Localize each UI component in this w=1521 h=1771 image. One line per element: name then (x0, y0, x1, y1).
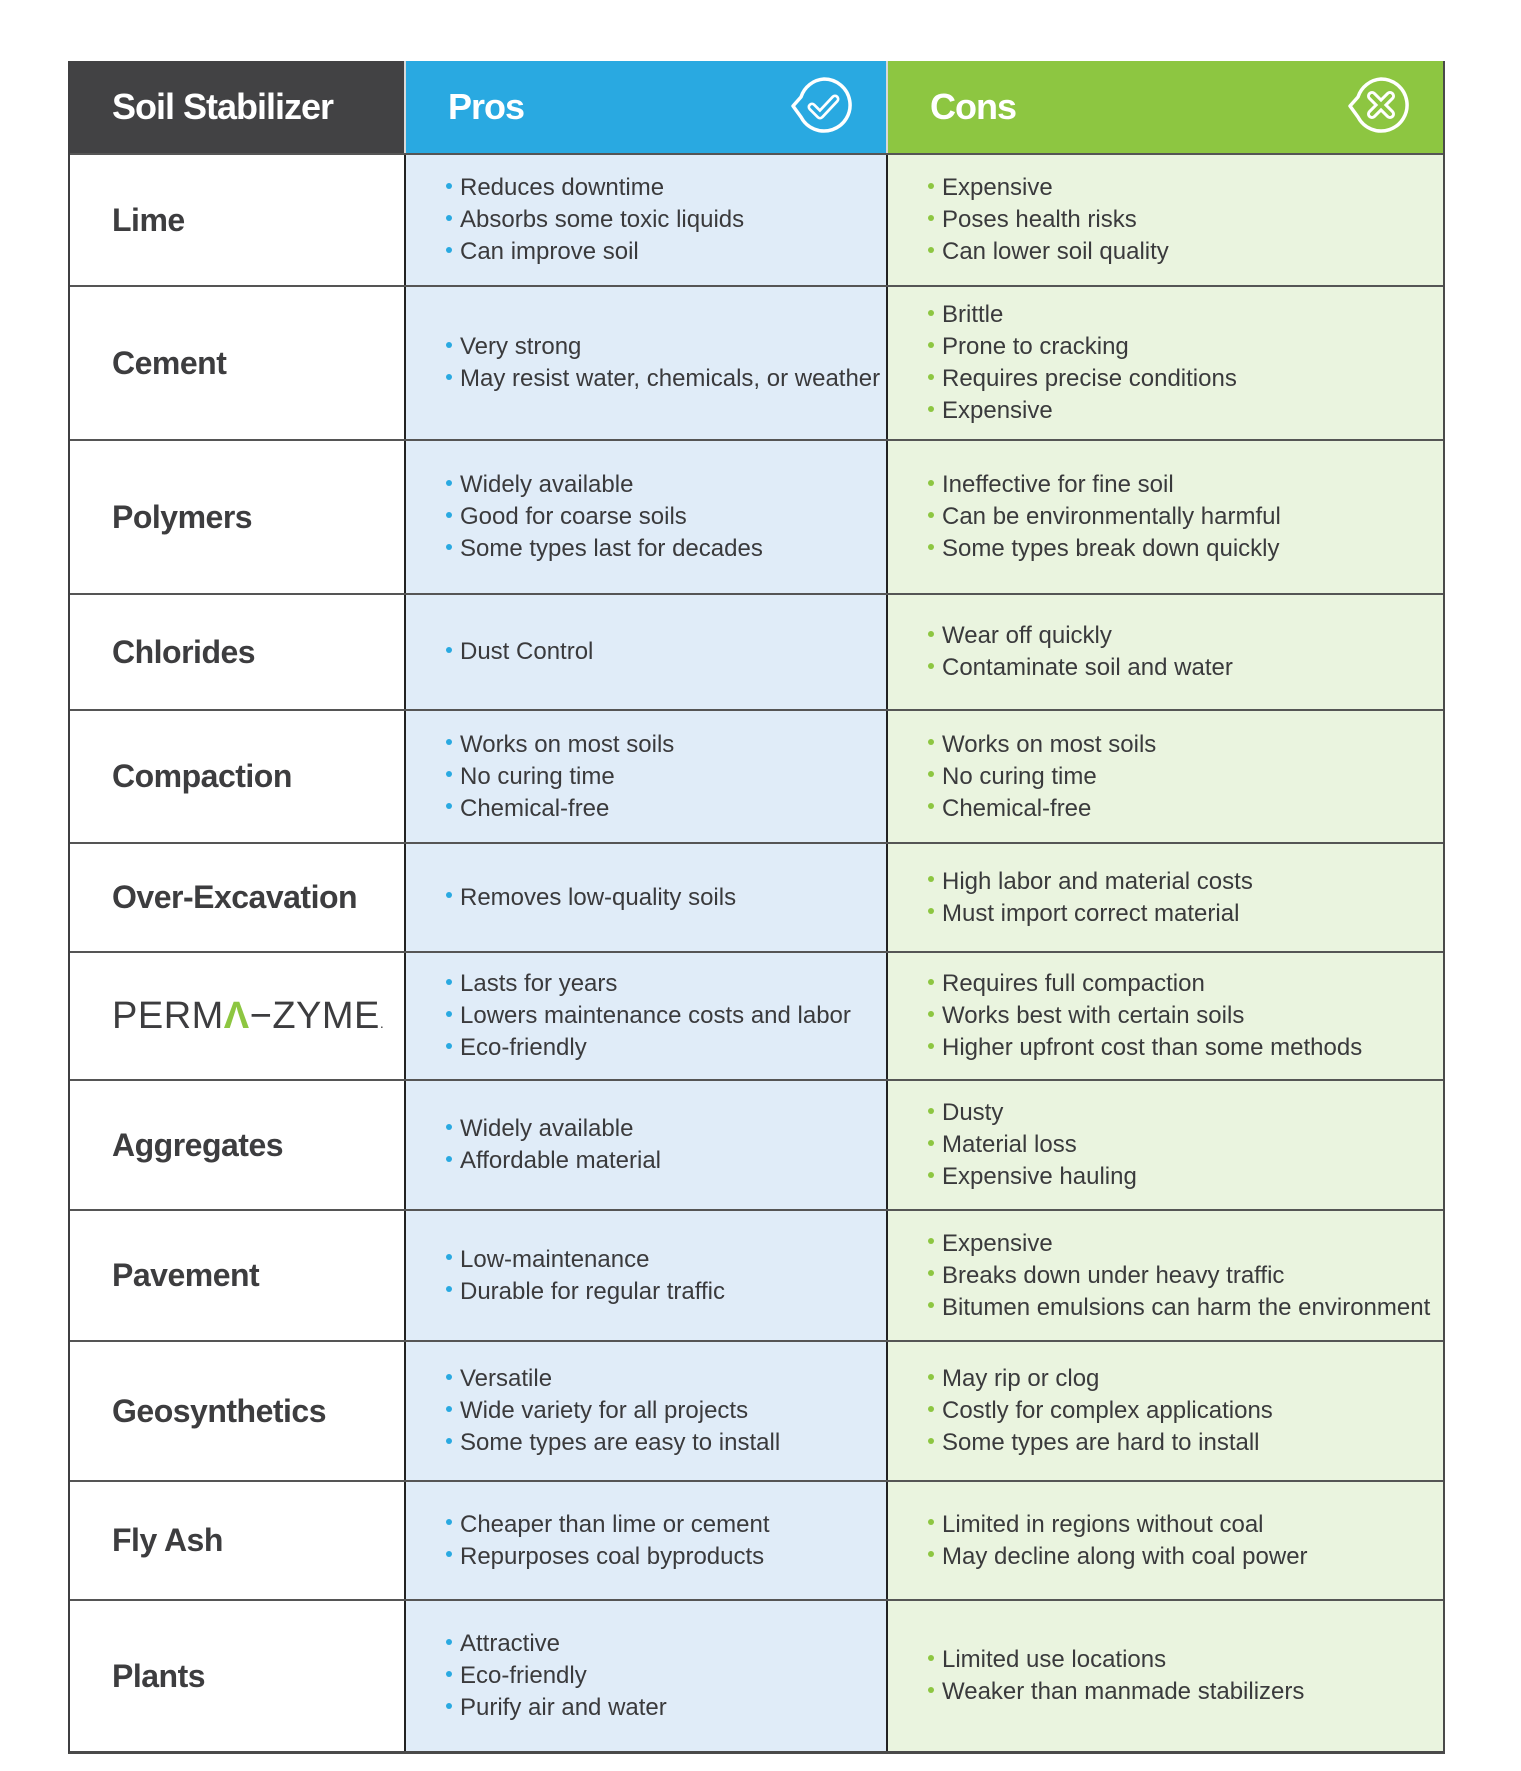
bullet-icon (446, 1286, 452, 1292)
bullet-icon (928, 1011, 934, 1017)
stabilizer-name: Cement (70, 287, 404, 439)
pros-item (446, 1000, 886, 1032)
bullet-icon (928, 771, 934, 777)
pros-item (446, 1427, 886, 1459)
header-cons (886, 61, 1443, 153)
cons-item (928, 501, 1443, 533)
item-text: Weaker than manmade stabilizers (942, 1678, 1305, 1705)
pros-item (446, 882, 886, 914)
bullet-icon (446, 1551, 452, 1557)
table-body (70, 153, 1443, 1751)
item-text: Expensive (942, 174, 1053, 201)
bullet-icon (928, 1374, 934, 1380)
cons-item (928, 1260, 1443, 1292)
bullet-icon (928, 1519, 934, 1525)
pros-item (446, 1145, 886, 1177)
item-text: Some types break down quickly (942, 535, 1280, 562)
bullet-icon (446, 771, 452, 777)
bullet-icon (928, 1238, 934, 1244)
item-text: Works best with certain soils (942, 1002, 1245, 1029)
pros-item (446, 968, 886, 1000)
cons-item (928, 1363, 1443, 1395)
pros-item (446, 172, 886, 204)
item-text: Ineffective for fine soil (942, 471, 1174, 498)
item-text: Must import correct material (942, 899, 1240, 927)
cons-item (928, 898, 1443, 930)
table-row (70, 1209, 1443, 1340)
bullet-icon (928, 1108, 934, 1114)
item-text: Limited in regions without coal (942, 1510, 1264, 1538)
pros-item (446, 1113, 886, 1145)
item-text: Absorbs some toxic liquids (460, 206, 745, 233)
item-text: Eco-friendly (460, 1662, 587, 1689)
item-text: Very strong (460, 333, 582, 360)
perma-zyme-logo (112, 995, 384, 1038)
cons-item (928, 533, 1443, 565)
cons-item (928, 331, 1443, 363)
cons-item (928, 620, 1443, 652)
item-text: Low-maintenance (460, 1245, 650, 1273)
item-text: Widely available (460, 471, 634, 498)
item-text: Lasts for years (460, 970, 618, 997)
item-text: No curing time (942, 762, 1097, 790)
pros-item (446, 1660, 886, 1692)
pros-item (446, 1244, 886, 1276)
bullet-icon (446, 1011, 452, 1017)
bullet-icon (446, 979, 452, 985)
header-soil-stabilizer (70, 61, 404, 153)
bullet-icon (928, 512, 934, 518)
cons-cell (886, 1342, 1443, 1480)
stabilizer-name: Compaction (70, 711, 404, 842)
bullet-icon (446, 480, 452, 486)
cons-cell (886, 155, 1443, 285)
item-text: Expensive hauling (942, 1163, 1137, 1190)
bullet-icon (928, 374, 934, 380)
bullet-icon (446, 1043, 452, 1049)
cons-item (928, 1032, 1443, 1064)
table-row (70, 1340, 1443, 1480)
bullet-icon (928, 247, 934, 253)
bullet-icon (928, 1438, 934, 1444)
pros-item (446, 469, 886, 501)
cons-item (928, 1644, 1443, 1676)
bullet-icon (446, 512, 452, 518)
item-text: Can be environmentally harmful (942, 503, 1281, 530)
pros-item (446, 1395, 886, 1427)
item-text: May decline along with coal power (942, 1542, 1308, 1570)
bullet-icon (446, 544, 452, 550)
cons-cell (886, 1601, 1443, 1751)
cons-cell (886, 953, 1443, 1079)
cons-item (928, 793, 1443, 825)
pros-cell (404, 844, 886, 951)
pros-item (446, 236, 886, 268)
cons-item (928, 1676, 1443, 1708)
bullet-icon (928, 663, 934, 669)
bullet-icon (446, 1254, 452, 1260)
pros-cell (404, 155, 886, 285)
item-text: Reduces downtime (460, 174, 665, 201)
header-label: Soil Stabilizer (112, 86, 334, 127)
item-text: Works on most soils (460, 730, 675, 758)
header-label: Cons (930, 86, 1016, 127)
cons-item (928, 1000, 1443, 1032)
item-text: Durable for regular traffic (460, 1277, 726, 1305)
cons-cell (886, 595, 1443, 709)
cons-item (928, 1161, 1443, 1193)
item-text: Purify air and water (460, 1694, 667, 1721)
cons-item (928, 299, 1443, 331)
cons-item (928, 761, 1443, 793)
pros-cell (404, 441, 886, 593)
pros-item (446, 761, 886, 793)
cons-cell (886, 711, 1443, 842)
item-text: Wide variety for all projects (460, 1397, 749, 1424)
pros-item (446, 1276, 886, 1308)
item-text: Cheaper than lime or cement (460, 1510, 770, 1538)
table-row (70, 153, 1443, 285)
x-bubble-icon (1345, 75, 1411, 137)
item-text: No curing time (460, 762, 615, 790)
item-text: Expensive (942, 1229, 1053, 1257)
item-text: Some types are easy to install (460, 1429, 781, 1456)
pros-item (446, 331, 886, 363)
bullet-icon (928, 1406, 934, 1412)
table-row (70, 439, 1443, 593)
item-text: Material loss (942, 1131, 1077, 1158)
item-text: May rip or clog (942, 1365, 1100, 1392)
pros-item (446, 729, 886, 761)
bullet-icon (928, 1687, 934, 1693)
cons-item (928, 204, 1443, 236)
item-text: Affordable material (460, 1147, 661, 1174)
table-row (70, 1480, 1443, 1599)
pros-cell (404, 1482, 886, 1599)
pros-item (446, 363, 886, 395)
cons-cell (886, 441, 1443, 593)
item-text: Poses health risks (942, 206, 1137, 233)
bullet-icon (446, 215, 452, 221)
item-text: Can lower soil quality (942, 238, 1169, 265)
item-text: Chemical-free (942, 794, 1092, 822)
table-row (70, 285, 1443, 439)
item-text: Attractive (460, 1630, 561, 1657)
pros-item (446, 1032, 886, 1064)
item-text: Expensive (942, 397, 1053, 424)
pros-cell (404, 1342, 886, 1480)
bullet-icon (928, 739, 934, 745)
table-row (70, 1079, 1443, 1209)
bullet-icon (446, 1519, 452, 1525)
item-text: Widely available (460, 1115, 634, 1142)
stabilizer-name: Chlorides (70, 595, 404, 709)
bullet-icon (446, 1703, 452, 1709)
pros-item (446, 793, 886, 825)
pros-cell (404, 953, 886, 1079)
pros-cell (404, 1601, 886, 1751)
pros-item (446, 1509, 886, 1541)
item-text: Good for coarse soils (460, 503, 687, 530)
item-text: Versatile (460, 1365, 553, 1392)
stabilizer-name: Over-Excavation (70, 844, 404, 951)
pros-item (446, 1363, 886, 1395)
bullet-icon (928, 1655, 934, 1661)
cons-item (928, 363, 1443, 395)
stabilizer-name (70, 953, 404, 1079)
bullet-icon (446, 647, 452, 653)
bullet-icon (928, 215, 934, 221)
pros-cell (404, 595, 886, 709)
bullet-icon (446, 374, 452, 380)
item-text: Repurposes coal byproducts (460, 1542, 765, 1570)
item-text: Eco-friendly (460, 1034, 587, 1061)
cons-item (928, 1427, 1443, 1459)
bullet-icon (928, 183, 934, 189)
pros-cell (404, 711, 886, 842)
bullet-icon (446, 183, 452, 189)
bullet-icon (928, 1302, 934, 1308)
bullet-icon (928, 631, 934, 637)
bullet-icon (928, 908, 934, 914)
pros-item (446, 1628, 886, 1660)
bullet-icon (446, 1671, 452, 1677)
header-pros (404, 61, 886, 153)
table-row (70, 709, 1443, 842)
item-text: Requires precise conditions (942, 365, 1237, 392)
bullet-icon (928, 544, 934, 550)
bullet-icon (446, 739, 452, 745)
bullet-icon (928, 1551, 934, 1557)
cons-cell (886, 1081, 1443, 1209)
stabilizer-name: Aggregates (70, 1081, 404, 1209)
cons-item (928, 1541, 1443, 1573)
stabilizer-name: Polymers (70, 441, 404, 593)
table-row (70, 842, 1443, 951)
cons-item (928, 236, 1443, 268)
bullet-icon (928, 342, 934, 348)
bullet-icon (446, 247, 452, 253)
cons-cell (886, 1482, 1443, 1599)
bullet-icon (928, 406, 934, 412)
item-text: Some types last for decades (460, 535, 763, 562)
bullet-icon (446, 342, 452, 348)
logo-part: PERM (112, 994, 224, 1037)
logo-part: . (379, 1014, 385, 1031)
item-text: High labor and material costs (942, 867, 1253, 895)
stabilizer-name: Plants (70, 1601, 404, 1751)
bullet-icon (446, 892, 452, 898)
cons-item (928, 652, 1443, 684)
bullet-icon (928, 1140, 934, 1146)
bullet-icon (928, 803, 934, 809)
check-bubble-icon (788, 75, 854, 137)
cons-cell (886, 1211, 1443, 1340)
stabilizer-name: Geosynthetics (70, 1342, 404, 1480)
bullet-icon (446, 1406, 452, 1412)
bullet-icon (928, 310, 934, 316)
bullet-icon (928, 876, 934, 882)
bullet-icon (928, 1043, 934, 1049)
table-header (70, 61, 1443, 153)
item-text: Bitumen emulsions can harm the environment (942, 1293, 1431, 1321)
bullet-icon (928, 1172, 934, 1178)
pros-cell (404, 287, 886, 439)
bullet-icon (446, 1124, 452, 1130)
item-text: Contaminate soil and water (942, 654, 1233, 681)
item-text: Limited use locations (942, 1646, 1167, 1673)
cons-item (928, 1292, 1443, 1324)
pros-item (446, 501, 886, 533)
item-text: Brittle (942, 301, 1004, 328)
bullet-icon (446, 803, 452, 809)
item-text: Wear off quickly (942, 622, 1112, 649)
cons-item (928, 1129, 1443, 1161)
item-text: Higher upfront cost than some methods (942, 1034, 1363, 1061)
cons-cell (886, 287, 1443, 439)
pros-item (446, 533, 886, 565)
cons-item (928, 1097, 1443, 1129)
item-text: Requires full compaction (942, 970, 1205, 997)
pros-cell (404, 1211, 886, 1340)
item-text: Breaks down under heavy traffic (942, 1261, 1285, 1289)
item-text: Lowers maintenance costs and labor (460, 1002, 851, 1029)
bullet-icon (928, 1270, 934, 1276)
bullet-icon (446, 1639, 452, 1645)
cons-item (928, 1395, 1443, 1427)
item-text: Chemical-free (460, 794, 610, 822)
pros-item (446, 1692, 886, 1724)
item-text: May resist water, chemicals, or weather (460, 365, 881, 392)
stabilizer-name: Lime (70, 155, 404, 285)
header-label: Pros (448, 86, 525, 127)
item-text: Dust Control (460, 638, 594, 665)
pros-item (446, 636, 886, 668)
item-text: Dusty (942, 1099, 1004, 1126)
cons-item (928, 172, 1443, 204)
cons-item (928, 395, 1443, 427)
pros-item (446, 1541, 886, 1573)
item-text: Costly for complex applications (942, 1397, 1273, 1424)
bullet-icon (446, 1156, 452, 1162)
cons-item (928, 968, 1443, 1000)
table-row (70, 593, 1443, 709)
cons-item (928, 866, 1443, 898)
table-row (70, 1599, 1443, 1751)
cons-item (928, 1228, 1443, 1260)
cons-item (928, 469, 1443, 501)
table-row (70, 951, 1443, 1079)
stabilizer-name: Pavement (70, 1211, 404, 1340)
item-text: Can improve soil (460, 238, 639, 265)
pros-item (446, 204, 886, 236)
bullet-icon (446, 1438, 452, 1444)
item-text: Some types are hard to install (942, 1429, 1260, 1456)
cons-cell (886, 844, 1443, 951)
cons-item (928, 729, 1443, 761)
soil-stabilizer-comparison-table (68, 61, 1445, 1754)
pros-cell (404, 1081, 886, 1209)
item-text: Works on most soils (942, 730, 1157, 758)
item-text: Prone to cracking (942, 333, 1129, 360)
bullet-icon (928, 979, 934, 985)
stabilizer-name: Fly Ash (70, 1482, 404, 1599)
item-text: Removes low-quality soils (460, 883, 737, 911)
bullet-icon (446, 1374, 452, 1380)
logo-part: Λ (223, 994, 250, 1037)
cons-item (928, 1509, 1443, 1541)
logo-part: −ZYME (249, 994, 380, 1037)
bullet-icon (928, 480, 934, 486)
